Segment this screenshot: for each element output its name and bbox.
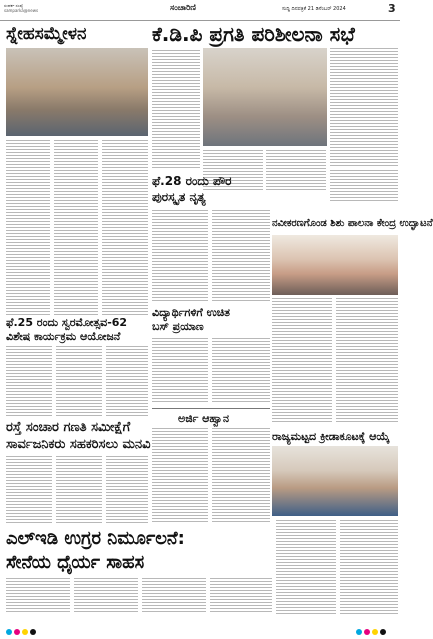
headline-kdp-meeting: ಕೆ.ಡಿ.ಪಿ ಪ್ರಗತಿ ಪರಿಶೀಲನಾ ಸಭೆ (152, 22, 355, 46)
article-text (340, 520, 398, 614)
divider (152, 408, 270, 409)
photo-sports-team (272, 446, 398, 516)
article-text (142, 578, 206, 614)
article-text (266, 150, 326, 190)
page-number: 3 (388, 2, 396, 15)
swatch-black (380, 629, 386, 635)
article-text (106, 456, 148, 524)
article-text (6, 456, 52, 524)
headline-sneha-sammelana: ಸ್ನೇಹಸಮ್ಮೇಳನ (6, 24, 87, 44)
photo-sneha-sammelana (6, 48, 148, 136)
article-text (336, 298, 398, 424)
swatch-yellow (372, 629, 378, 635)
headline-feb25-line2: ವಿಶೇಷ ಕಾರ್ಯಕ್ರಮ ಆಯೋಜನೆ (6, 330, 121, 343)
article-text (56, 346, 102, 416)
issue-date: ಸುದ್ದಿ ದಿನಪತ್ರಿಕೆ 21 ಡಿಸೆಂಬರ್ 2024 (282, 6, 346, 12)
headline-led-line1: ಎಲ್‌ಇಡಿ ಉಗ್ರರ ನಿರ್ಮೂಲನೆ: (6, 528, 185, 549)
headline-road-survey-line2: ಸಾರ್ವಜನಿಕರು ಸಹಕರಿಸಲು ಮನವಿ (6, 437, 151, 452)
headline-free-bus-line2: ಬಸ್ ಪ್ರಯಾಣ (152, 320, 204, 333)
article-text (6, 346, 52, 416)
masthead (0, 0, 400, 21)
article-text (212, 210, 270, 302)
headline-application-invite: ಅರ್ಜಿ ಆಹ್ವಾನ (178, 412, 230, 425)
contact-line-1: ಸಂಪರ್ಕ ಸಂಖ್ಯೆ (4, 3, 24, 8)
headline-feb28-line2: ಪುರಸ್ಕೃತ ನೃತ್ಯ (152, 190, 206, 204)
swatch-cyan (356, 629, 362, 635)
article-text (6, 140, 50, 315)
article-text (276, 520, 336, 614)
article-text (212, 338, 270, 402)
article-text (152, 428, 208, 524)
article-text (330, 48, 398, 168)
headline-feb25-line1: ಫೆ.25 ರಂದು ಸ್ವರಮೋತ್ಸವ-62 (6, 316, 128, 329)
color-swatches-left (6, 620, 38, 639)
headline-road-survey-line1: ರಸ್ತೆ ಸಂಚಾರ ಗಣತಿ ಸಮೀಕ್ಷೆಗೆ (6, 420, 131, 435)
article-text (330, 170, 398, 202)
article-text (106, 346, 148, 416)
headline-led-line2: ಸೇನೆಯ ಧೈರ್ಯ ಸಾಹಸ (6, 552, 145, 573)
article-text (54, 140, 98, 315)
photo-kdp-meeting (203, 48, 327, 146)
article-text (152, 338, 208, 402)
masthead-contact (4, 3, 38, 13)
headline-feb28-line1: ಫೆ.28 ರಂದು ಪೌರ (152, 174, 232, 188)
headline-state-sports: ರಾಜ್ಯಮಟ್ಟದ ಕ್ರೀಡಾಕೂಟಕ್ಕೆ ಆಯ್ಕೆ (272, 430, 390, 443)
article-text (6, 578, 70, 614)
swatch-yellow (22, 629, 28, 635)
swatch-magenta (14, 629, 20, 635)
article-text (74, 578, 138, 614)
swatch-black (30, 629, 36, 635)
swatch-magenta (364, 629, 370, 635)
article-text (152, 50, 200, 170)
article-text (212, 428, 270, 524)
headline-free-bus-line1: ವಿದ್ಯಾರ್ಥಿಗಳಿಗೆ ಉಚಿತ (152, 306, 230, 319)
article-text (102, 140, 148, 315)
print-registration-bar (0, 617, 400, 629)
swatch-cyan (6, 629, 12, 635)
headline-shishu-palana: ನವೀಕರಣಗೊಂಡ ಶಿಶು ಪಾಲನಾ ಕೇಂದ್ರ ಉದ್ಘಾಟನೆ (272, 218, 433, 229)
article-text (152, 210, 208, 302)
article-text (210, 578, 272, 614)
article-text (272, 298, 332, 424)
color-swatches-right (356, 620, 388, 639)
contact-line-2: samparka@news (4, 8, 39, 13)
newspaper-name: ಸಂಚಾರಿಣಿ (170, 3, 196, 12)
photo-shishu-palana (272, 235, 398, 295)
article-text (56, 456, 102, 524)
